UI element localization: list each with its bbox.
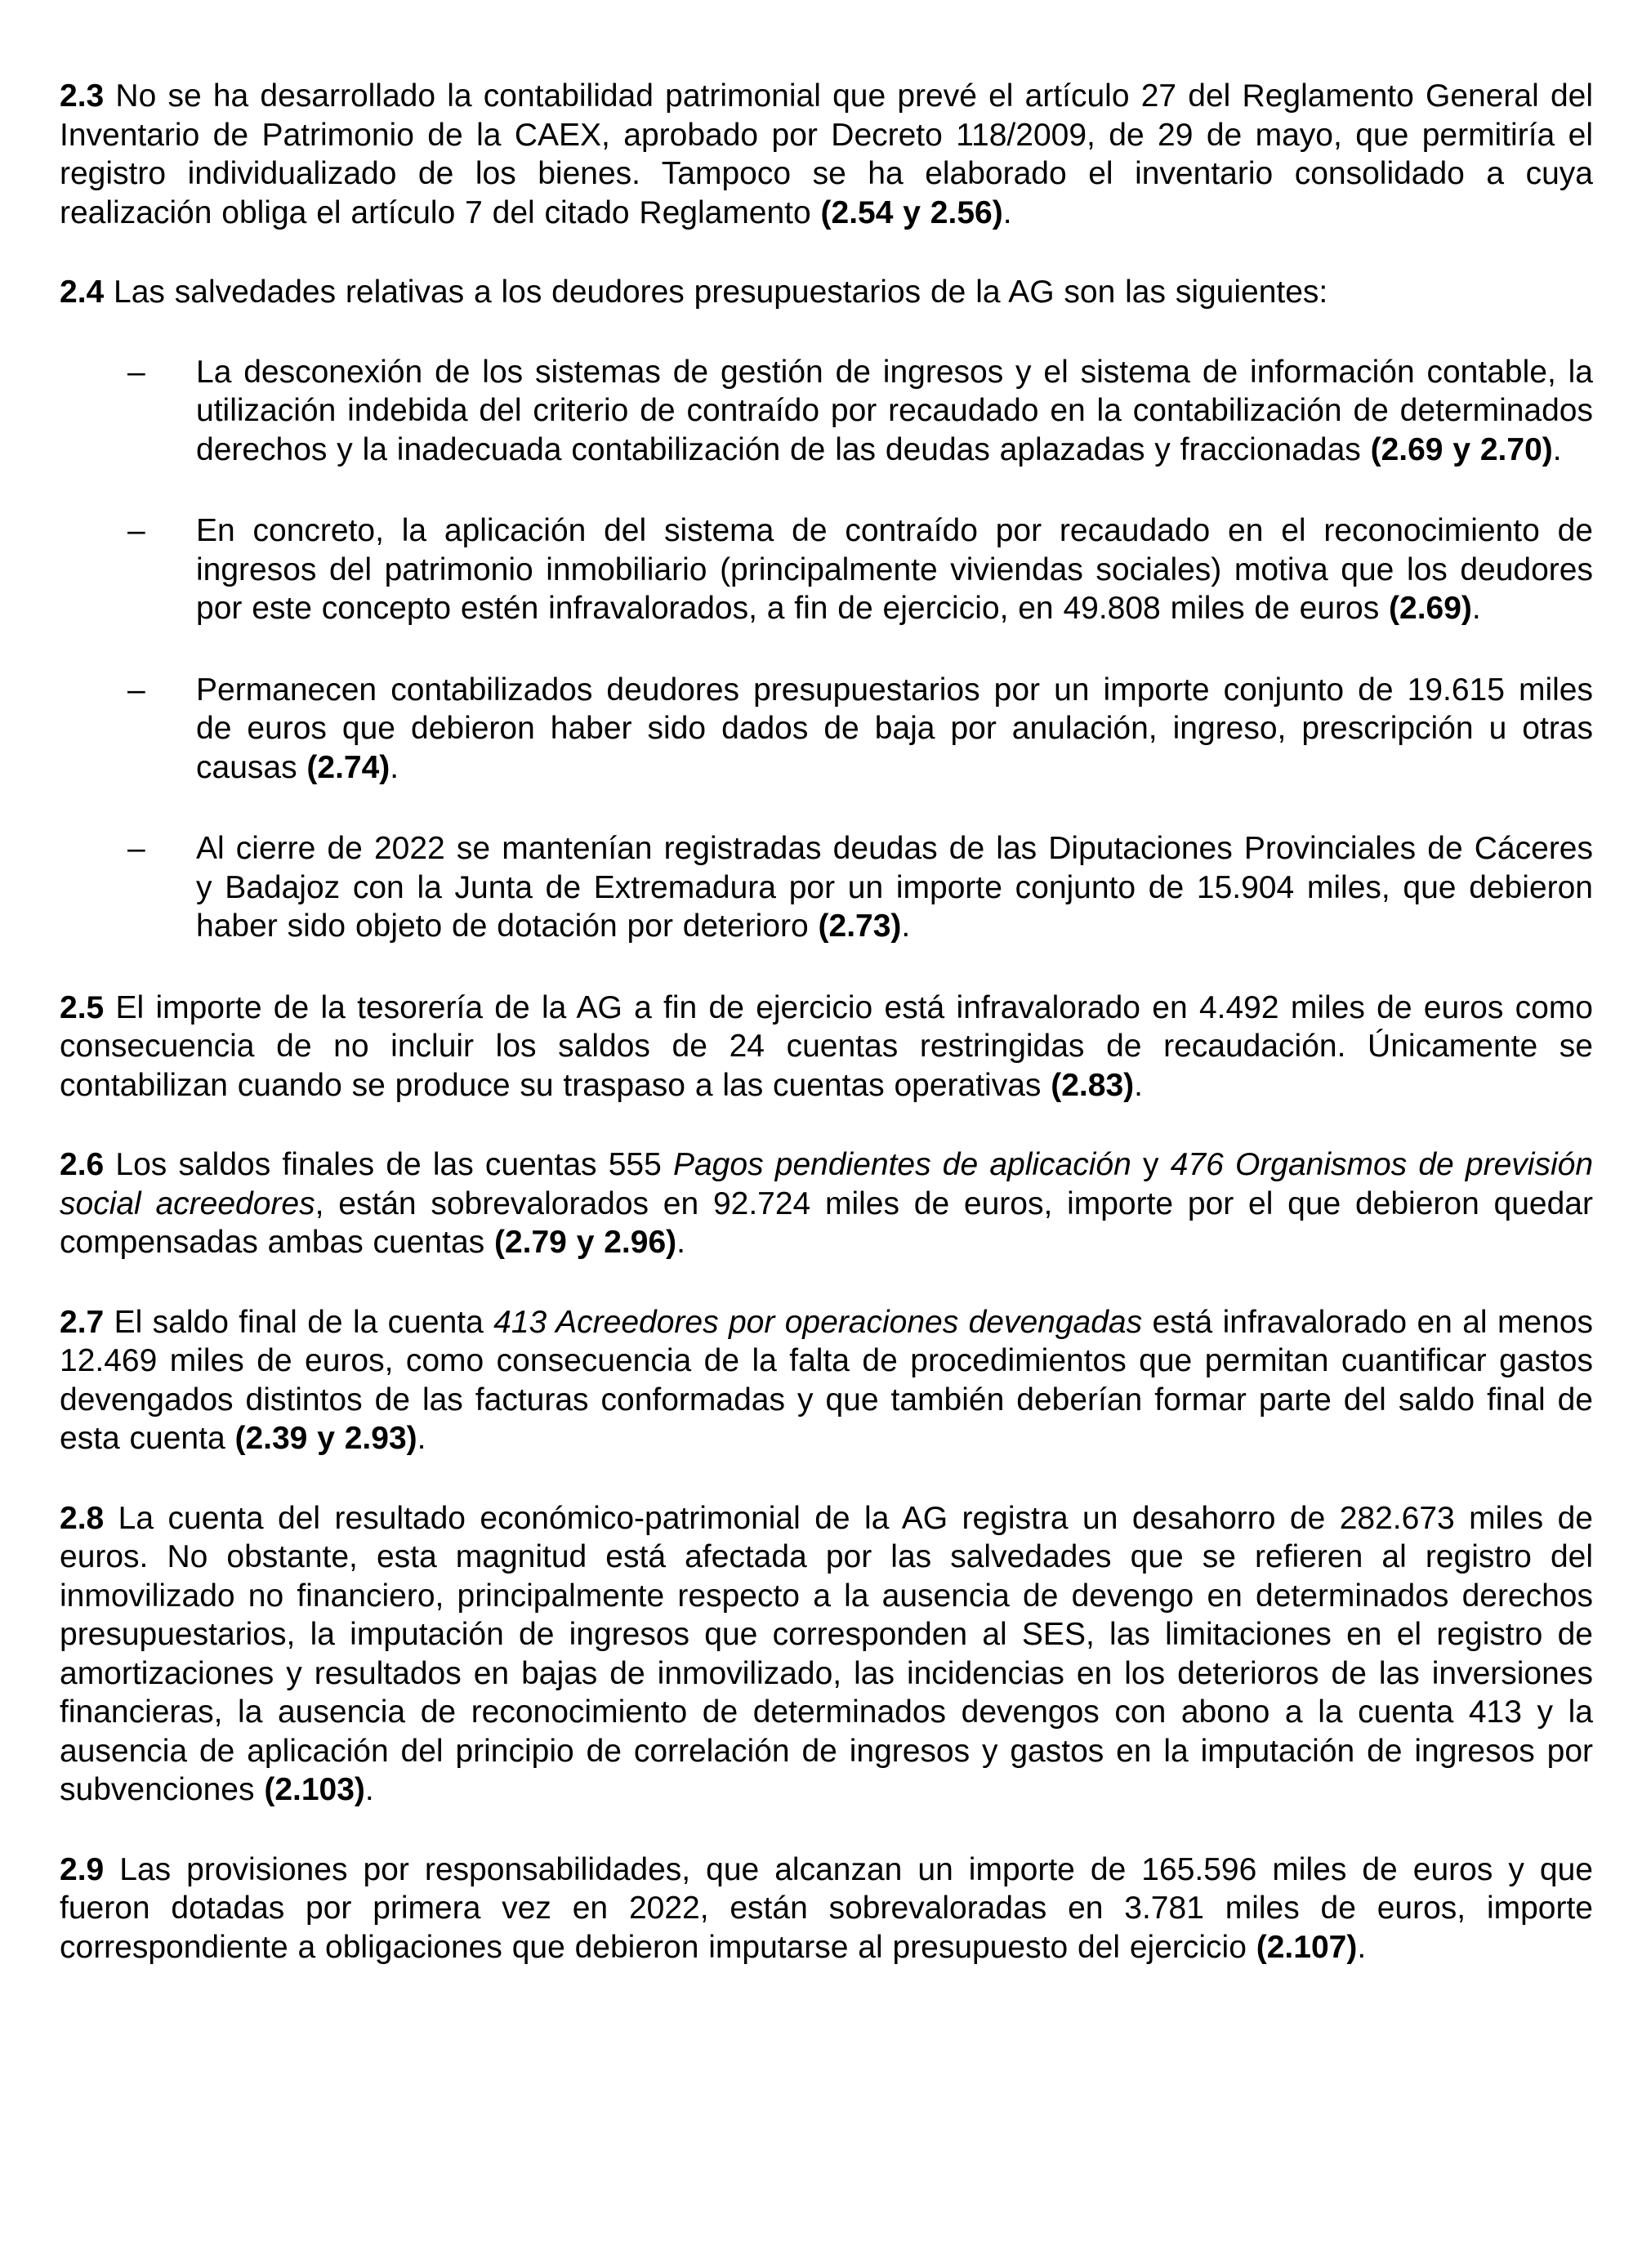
bullet-text: Al cierre de 2022 se mantenían registradas deudas de las Diputaciones Provinciales de Cáceres y Badajoz con la Junta de Extremadura por un importe conjunto de 15.904 miles, que debieron haber sido objeto de dotación por deterioro (2.73).: [196, 831, 1593, 944]
bullet-item-deudores-3: [60, 671, 1593, 788]
bullet-dash: –: [127, 672, 145, 708]
bullet-dash: –: [127, 513, 145, 548]
bullet-dash: –: [127, 831, 145, 866]
bullet-item-deudores-2: [60, 511, 1593, 628]
paragraph-2-9: 2.9 Las provisiones por responsabilidades, que alcanzan un importe de 165.596 miles de euros y que fueron dotadas por primera vez en 2022, están sobrevaloradas en 3.781 miles de euros, importe correspondiente a obligaciones que debieron imputarse al presupuesto del ejercicio (2.107).: [60, 1851, 1593, 1965]
bullet-item-deudores-4: [60, 829, 1593, 946]
paragraph-2-6: 2.6 Los saldos finales de las cuentas 555 Pagos pendientes de aplicación y 476 Organismos de previsión social acreedores, están sobrevalorados en 92.724 miles de euros, importe por el que debieron quedar compensadas ambas cuentas (2.79 y 2.96).: [60, 1147, 1594, 1260]
bullet-text: La desconexión de los sistemas de gestión de ingresos y el sistema de información contable, la utilización indebida del criterio de contraído por recaudado en la contabilización de determinados derechos y la inadecuada contabilización de las deudas aplazadas y fraccionadas (2.69 y 2.70).: [196, 354, 1593, 467]
paragraph-2-3: 2.3 No se ha desarrollado la contabilidad patrimonial que prevé el artículo 27 del Reglamento General del Inventario de Patrimonio de la CAEX, aprobado por Decreto 118/2009, de 29 de mayo, que permitiría el registro individualizado de los bienes. Tampoco se ha elaborado el inventario consolidado a cuya realización obliga el artículo 7 del citado Reglamento (2.54 y 2.56).: [60, 78, 1593, 230]
paragraph-2-7: 2.7 El saldo final de la cuenta 413 Acreedores por operaciones devengadas está infravalorado en al menos 12.469 miles de euros, como consecuencia de la falta de procedimientos que permitan cuantificar gastos devengados distintos de las facturas conformadas y que también deberían formar parte del saldo final de esta cuenta (2.39 y 2.93).: [60, 1304, 1593, 1456]
bullet-dash: –: [127, 354, 145, 390]
paragraph-2-4: 2.4 Las salvedades relativas a los deudores presupuestarios de la AG son las siguientes:: [60, 275, 1328, 310]
paragraph-2-5: 2.5 El importe de la tesorería de la AG a fin de ejercicio está infravalorado en 4.492 miles de euros como consecuencia de no incluir los saldos de 24 cuentas restringidas de recaudación. Únicamente se contabilizan cuando se produce su traspaso a las cuentas operativas (2.83).: [60, 989, 1593, 1103]
bullet-item-deudores-1: [60, 353, 1593, 470]
paragraph-2-8: 2.8 La cuenta del resultado económico-patrimonial de la AG registra un desahorro de 282.673 miles de euros. No obstante, esta magnitud está afectada por las salvedades que se refieren al registro del inmovilizado no financiero, principalmente respecto a la ausencia de devengo en determinados derechos presupuestarios, la imputación de ingresos que corresponden al SES, las limitaciones en el registro de amortizaciones y resultados en bajas de inmovilizado, las incidencias en los deterioros de las inversiones financieras, la ausencia de reconocimiento de determinados devengos con abono a la cuenta 413 y la ausencia de aplicación del principio de correlación de ingresos y gastos en la imputación de ingresos por subvenciones (2.103).: [60, 1500, 1593, 1807]
bullet-text: En concreto, la aplicación del sistema de contraído por recaudado en el reconocimiento de ingresos del patrimonio inmobiliario (principalmente viviendas sociales) motiva que los deudores por este concepto estén infravalorados, a fin de ejercicio, en 49.808 miles de euros (2.69).: [196, 513, 1593, 626]
bullet-text: Permanecen contabilizados deudores presupuestarios por un importe conjunto de 19.615 miles de euros que debieron haber sido dados de baja por anulación, ingreso, prescripción u otras causas (2.74).: [196, 672, 1593, 785]
